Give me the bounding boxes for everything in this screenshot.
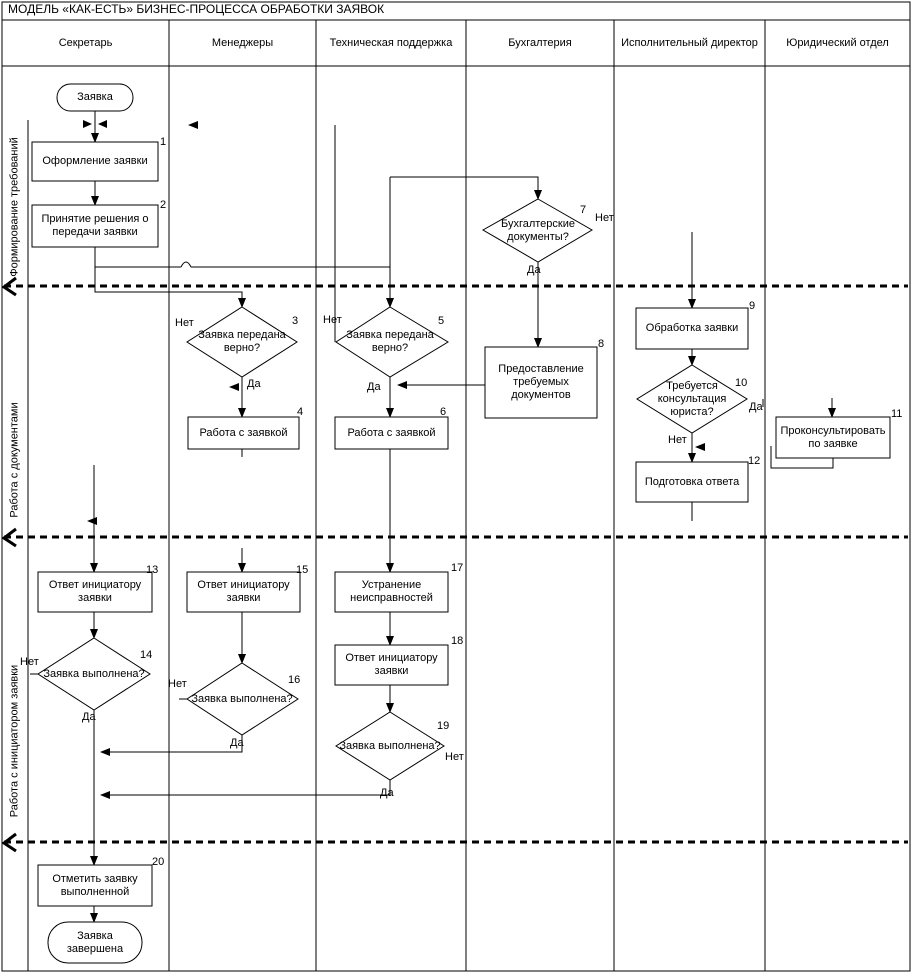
decision-7-no-label: Нет [595,212,614,224]
process-17-number: 17 [451,562,464,574]
decision-16-label: Заявка выполнена? [191,692,293,705]
arrowhead-right-icon [83,120,92,128]
arrowhead-left-icon [98,120,107,128]
process-8-number: 8 [598,338,605,350]
process-1-number: 1 [160,136,167,148]
process-9-number: 9 [749,300,756,312]
decision-7-number: 7 [580,204,587,216]
process-13-label: Ответ инициатору заявки [48,579,142,604]
lane-header-secretary: Секретарь [58,36,113,49]
arrowhead-left-icon [188,121,198,129]
phase-label-initiator: Работа с инициатором заявки [8,664,21,818]
lane-header-legal-department: Юридический отдел [786,36,889,49]
process-18-label: Ответ инициатору заявки [345,652,438,677]
decision-16-no-label: Нет [168,678,187,690]
process-13-number: 13 [146,564,159,576]
lane-header-executive-director: Исполнительный директор [621,36,758,49]
lane-header-managers: Менеджеры [211,36,274,49]
process-1-label: Оформление заявки [42,155,148,167]
arrowhead-left-icon [229,383,239,391]
process-4-number: 4 [297,406,304,418]
node-shapes [32,84,890,963]
decision-7-label: Бухгалтерские документы? [500,217,575,243]
arrowhead-left-icon [695,443,705,451]
process-8-label: Предоставление требуемых документов [498,363,584,401]
process-18-number: 18 [451,635,464,647]
process-11-label: Проконсультировать по заявке [780,424,886,450]
decision-19-number: 19 [437,720,450,732]
phase-label-documents: Работа с документами [8,402,21,518]
process-6-number: 6 [440,406,447,418]
decision-5-number: 5 [438,315,445,327]
lane-header-tech-support: Техническая поддержка [329,36,453,49]
end-label: Заявка завершена [66,929,124,955]
lane-header-accounting: Бухгалтерия [508,36,572,49]
decision-3-yes-label: Да [247,378,261,390]
decision-10-number: 10 [735,377,748,389]
decision-5-no-label: Нет [323,314,342,326]
process-6-label: Работа с заявкой [347,426,436,439]
decision-10-no-label: Нет [668,434,687,446]
decision-14-no-label: Нет [20,656,39,668]
diagram-title: МОДЕЛЬ «КАК-ЕСТЬ» БИЗНЕС-ПРОЦЕССА ОБРАБОТКИ ЗАЯВОК [8,2,385,16]
decision-5-yes-label: Да [367,381,381,393]
decision-19-label: Заявка выполнена? [339,739,441,752]
process-2-label: Принятие решения о передачи заявки [41,213,149,238]
process-15-label: Ответ инициатору заявки [197,579,290,604]
decision-10-yes-label: Да [749,401,763,413]
decision-19-yes-label: Да [380,787,394,799]
decision-3-label: Заявка передана верно? [198,329,286,354]
decision-14-label: Заявка выполнена? [43,667,145,680]
arrowhead-left-icon [87,517,97,525]
decision-7-yes-label: Да [527,264,541,276]
decision-19-no-label: Нет [445,751,464,763]
start-label: Заявка [77,91,113,103]
process-12-number: 12 [748,455,761,467]
process-2-number: 2 [160,199,167,211]
process-20-label: Отметить заявку выполненной [52,872,138,898]
process-17-label: Устранение неисправностей [350,579,433,604]
decision-14-number: 14 [140,649,153,661]
process-12-label: Подготовка ответа [644,475,740,488]
decision-3-number: 3 [292,315,299,327]
process-11-number: 11 [891,408,903,420]
decision-16-yes-label: Да [230,737,244,749]
decision-10-label: Требуется консультация юриста? [657,379,727,418]
process-4-label: Работа с заявкой [199,426,288,439]
decision-3-no-label: Нет [175,317,194,329]
phase-label-requirements: Формирование требований [8,137,21,277]
decision-5-label: Заявка передана верно? [346,329,434,354]
process-9-label: Обработка заявки [645,322,739,334]
decision-16-number: 16 [288,674,301,686]
process-20-number: 20 [152,856,165,868]
process-15-number: 15 [296,564,309,576]
decision-14-yes-label: Да [82,711,96,723]
